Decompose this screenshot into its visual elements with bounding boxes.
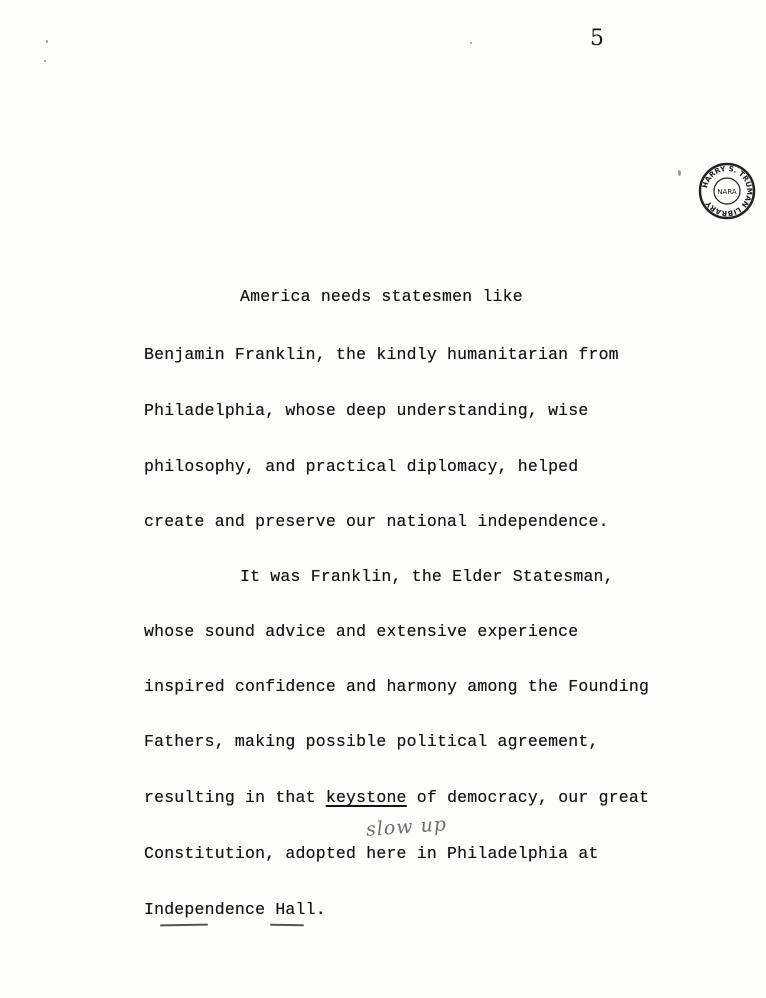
handwritten-note: slow up — [365, 813, 448, 841]
text-line: Benjamin Franklin, the kindly humanitarian from — [144, 345, 619, 364]
text-line: It was Franklin, the Elder Statesman, — [240, 567, 614, 586]
pen-underline — [270, 924, 304, 927]
text-line-keystone — [144, 788, 649, 807]
text-line: Constitution, adopted here in Philadelphia at — [144, 844, 599, 863]
text-segment: of democracy, our great — [406, 788, 650, 807]
text-line: Fathers, making possible political agreement, — [144, 732, 599, 751]
text-line: whose sound advice and extensive experience — [144, 622, 579, 641]
text-line: philosophy, and practical diplomacy, helped — [144, 457, 579, 476]
paper-speck — [46, 40, 48, 43]
text-line: Philadelphia, whose deep understanding, wise — [144, 401, 589, 420]
svg-text:HARRY S. TRUMAN LIBRARY: HARRY S. TRUMAN LIBRARY — [700, 163, 755, 219]
text-line: inspired confidence and harmony among the Founding — [144, 677, 650, 696]
pen-underline — [160, 924, 208, 927]
library-stamp — [698, 162, 756, 220]
underlined-word: keystone — [325, 788, 407, 807]
text-line: create and preserve our national independence. — [144, 512, 609, 531]
page-number: 5 — [590, 26, 604, 51]
text-line: Independence Hall. — [144, 900, 326, 919]
paper-speck — [470, 42, 472, 44]
svg-text:NARA: NARA — [717, 188, 737, 196]
paper-speck — [678, 170, 681, 176]
text-line: America needs statesmen like — [240, 287, 523, 306]
paper-speck — [44, 60, 46, 62]
seal-icon — [698, 162, 756, 220]
text-segment: resulting in that — [144, 788, 326, 807]
